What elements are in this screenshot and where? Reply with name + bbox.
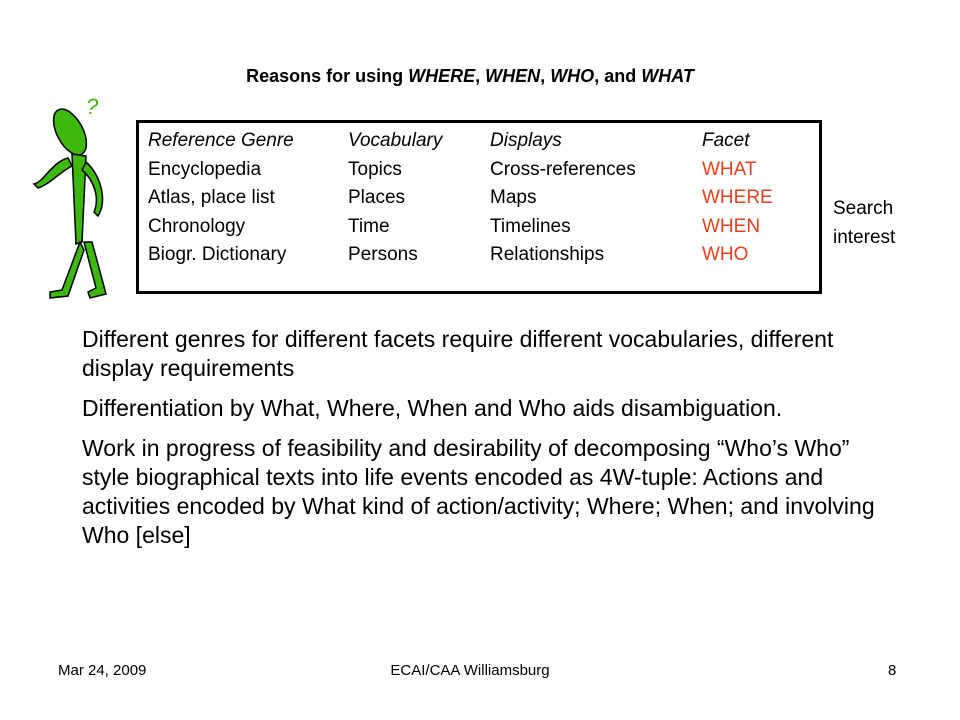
table-cell-genre: Atlas, place list: [148, 187, 275, 208]
slide-number: 8: [888, 662, 897, 679]
bullet-list: [82, 325, 882, 561]
search-interest-line-2: interest: [833, 227, 896, 248]
table-cell-display: Timelines: [490, 216, 571, 237]
slide-title: [0, 66, 940, 87]
table-header-display: Displays: [490, 130, 562, 151]
figure-question-mark: ?: [86, 94, 99, 119]
bullet-3: Work in progress of feasibility and desirability of decomposing “Who’s Who” style biographical texts into life events encoded as 4W-tuple: Actions and activities encoded by What kind of action/activity; Where; When; and involving Who [else]: [82, 435, 875, 548]
table-cell-display: Maps: [490, 187, 537, 208]
title-who: WHO: [550, 66, 595, 86]
title-where: WHERE: [408, 66, 476, 86]
table-cell-genre: Encyclopedia: [148, 159, 262, 180]
title-when: WHEN: [485, 66, 541, 86]
thinking-stick-figure-icon: [22, 92, 142, 302]
table-header-genre: Reference Genre: [148, 130, 294, 151]
facet-table: [136, 120, 822, 294]
search-interest-line-1: Search: [833, 198, 894, 219]
table-cell-display: Cross-references: [490, 159, 636, 180]
table-cell-facet: WHERE: [702, 187, 773, 208]
table-cell-vocabulary: Topics: [348, 159, 402, 180]
bullet-2: Differentiation by What, Where, When and Who aids disambiguation.: [82, 395, 783, 421]
table-cell-display: Relationships: [490, 244, 605, 265]
search-interest-label: [833, 194, 895, 252]
title-sep-2: ,: [540, 66, 551, 86]
table-cell-genre: Chronology: [148, 216, 246, 237]
footer-date: Mar 24, 2009: [58, 662, 147, 679]
table-header-facet: Facet: [702, 130, 750, 151]
table-cell-facet: WHO: [702, 244, 749, 265]
table-header-vocabulary: Vocabulary: [348, 130, 443, 151]
footer-conference: ECAI/CAA Williamsburg: [390, 662, 550, 679]
table-cell-vocabulary: Places: [348, 187, 406, 208]
table-cell-vocabulary: Persons: [348, 244, 418, 265]
table-cell-facet: WHEN: [702, 216, 761, 237]
table-cell-genre: Biogr. Dictionary: [148, 244, 287, 265]
title-what: WHAT: [641, 66, 694, 86]
bullet-1: Different genres for different facets require different vocabularies, different display requirements: [82, 326, 834, 381]
title-sep-1: ,: [475, 66, 486, 86]
title-prefix: Reasons for using: [246, 66, 409, 86]
table-cell-vocabulary: Time: [348, 216, 390, 237]
title-sep-3: , and: [594, 66, 642, 86]
table-cell-facet: WHAT: [702, 159, 757, 180]
